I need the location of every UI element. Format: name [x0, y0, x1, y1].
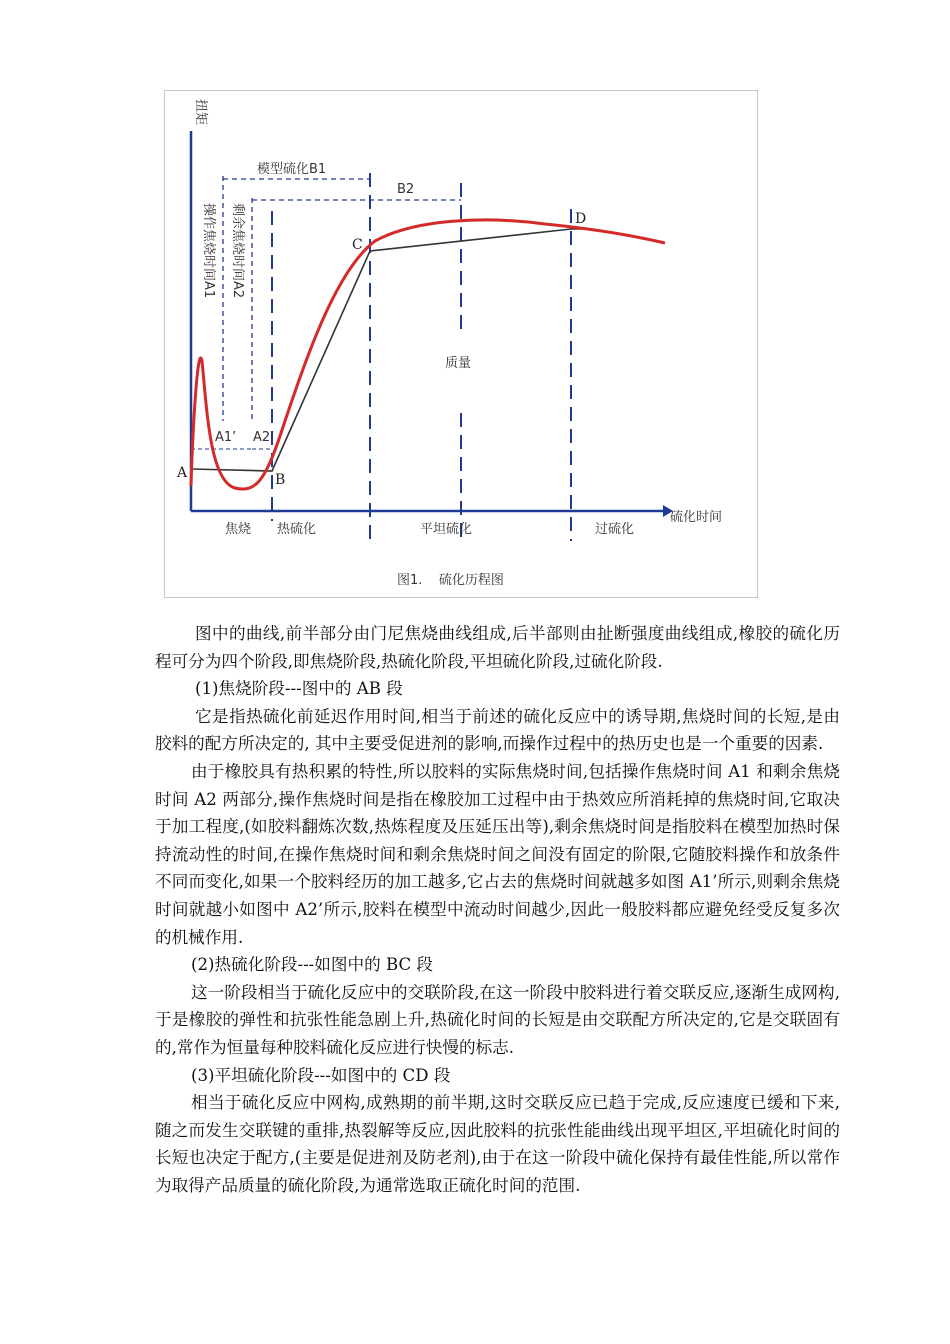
x-axis-label: 硫化时间	[670, 510, 723, 525]
point-b: B	[275, 472, 286, 488]
paragraph-intro: 图中的曲线,前半部分由门尼焦烧曲线组成,后半部则由扯断强度曲线组成,橡胶的硫化历程可分为四个阶段,即焦烧阶段,热硫化阶段,平坦硫化阶段,过硫化阶段.	[155, 624, 840, 671]
scorch-rem-label: 剩余焦烧时间A2	[230, 203, 245, 299]
paragraph-scorch-detail: 由于橡胶具有热积累的特性,所以胶料的实际焦烧时间,包括操作焦烧时间 A1 和剩余焦烧时间 A2 两部分,操作焦烧时间是指在橡胶加工过程中由于热效应所消耗掉的焦烧时间,它取决于加工程度,(如胶料翻炼次数,热炼程度及压延压出等),剩余焦烧时间是指胶料在模型加热时保持流动性的时间,在操作焦烧时间和剩余焦烧时间之间没有固定的阶限,它随胶料操作和放条件不同而变化,如果一个胶料经历的加工越多,它占去的焦烧时间就越多如图 A1’所示,则剩余焦烧时间就越小如图中 A2’所示,胶料在模型中流动时间越少,因此一般胶料都应避免经受反复多次的机械作用.	[155, 761, 840, 947]
heading-plateau-stage: (3)平坦硫化阶段---如图中的 CD 段	[191, 1065, 451, 1085]
scorch-op-label: 操作焦烧时间A1	[201, 203, 216, 299]
heading-scorch-stage: (1)焦烧阶段---图中的 AB 段	[195, 679, 403, 699]
a1-prime-label: A1’	[215, 430, 237, 445]
b2-label: B2	[397, 182, 415, 197]
heading-heat-cure-stage: (2)热硫化阶段---如图中的 BC 段	[191, 955, 434, 975]
point-d: D	[575, 211, 587, 227]
stage-overcure: 过硫化	[595, 522, 635, 537]
point-a: A	[177, 465, 188, 481]
mold-cure-label: 模型硫化B1	[257, 162, 327, 177]
vulcanization-figure	[164, 90, 758, 598]
vulcanization-diagram	[165, 91, 759, 599]
paragraph-heat-cure: 这一阶段相当于硫化反应中的交联阶段,在这一阶段中胶料进行着交联反应,逐渐生成网构,于是橡胶的弹性和抗张性能急剧上升,热硫化时间的长短是由交联配方所决定的,它是交联固有的,常作为恒量每种胶料硫化反应进行快慢的标志.	[155, 982, 840, 1057]
point-c: C	[352, 237, 363, 253]
stage-scorch: 焦烧	[225, 522, 252, 537]
body-text	[155, 620, 840, 1199]
stage-heat-cure: 热硫化	[277, 522, 317, 537]
quality-label: 质量	[445, 356, 472, 371]
reference-line	[191, 229, 585, 471]
paragraph-plateau: 相当于硫化反应中网构,成熟期的前半期,这时交联反应已趋于完成,反应速度已缓和下来,随之而发生交联键的重排,热裂解等反应,因此胶料的抗张性能曲线出现平坦区,平坦硫化时间的长短也决定于配方,(主要是促进剂及防老剂),由于在这一阶段中硫化保持有最佳性能,所以常作为取得产品质量的硫化阶段,为通常选取正硫化时间的范围.	[155, 1093, 840, 1195]
y-axis-label: 扭矩	[193, 99, 208, 126]
stage-plateau-cure: 平坦硫化	[420, 522, 473, 537]
figure-caption: 图1. 硫化历程图	[397, 573, 504, 588]
paragraph-scorch-definition: 它是指热硫化前延迟作用时间,相当于前述的硫化反应中的诱导期,焦烧时间的长短,是由胶料的配方所决定的, 其中主要受促进剂的影响,而操作过程中的热历史也是一个重要的因素.	[155, 706, 840, 754]
a2-prime-label: A2’	[253, 430, 275, 445]
